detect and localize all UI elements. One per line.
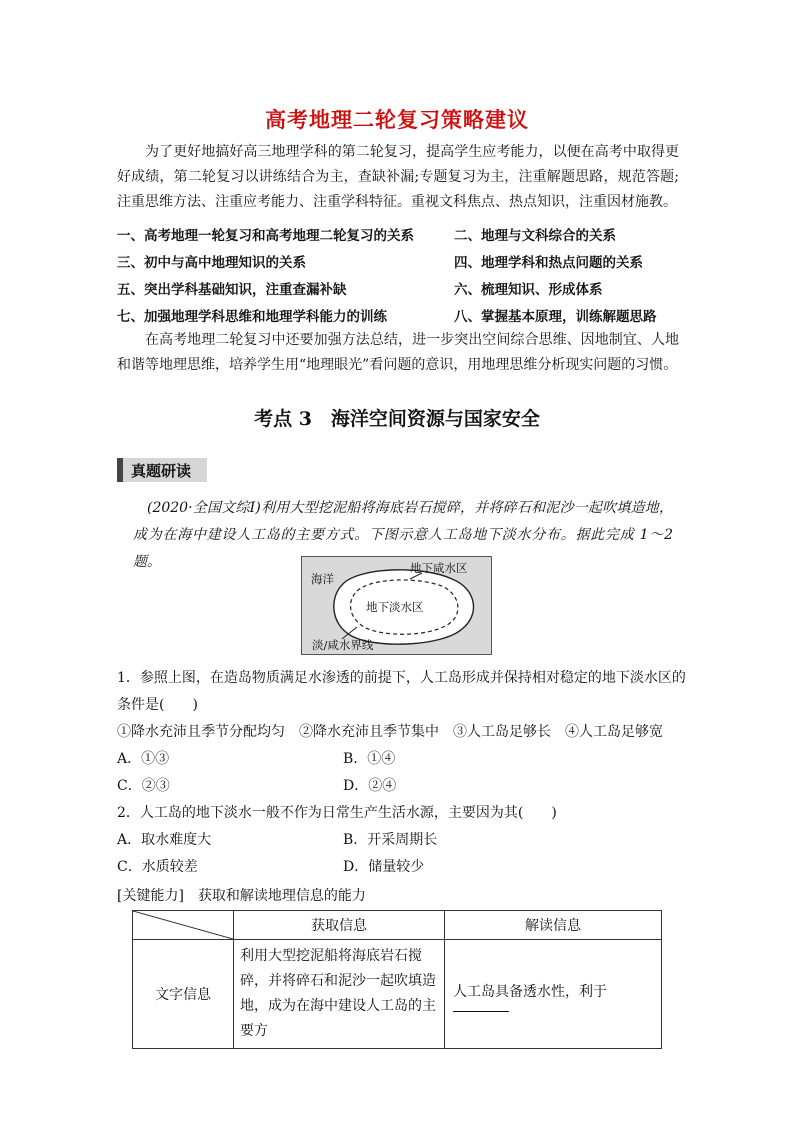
q1-option-a: A．①③ — [117, 751, 170, 767]
section-title: 考点 3 海洋空间资源与国家安全 — [254, 408, 540, 430]
outline-item-8: 八、掌握基本原理，训练解题思路 — [454, 309, 657, 325]
tag-bar — [117, 458, 123, 482]
map-label-saline: 地下咸水区 — [410, 561, 468, 575]
header-get-info: 获取信息 — [234, 911, 445, 940]
q1-option-c: C．②③ — [117, 778, 170, 794]
row-get-cell — [234, 940, 445, 1049]
info-table — [132, 910, 662, 1049]
section-tag — [117, 458, 207, 482]
q1-option-d: D．②④ — [343, 778, 397, 794]
intro-paragraph: 为了更好地搞好高三地理学科的第二轮复习，提高学生应考能力，以便在高考中取得更好成绩，第二轮复习以讲练结合为主，查缺补漏;专题复习为主，注重解题思路，规范答题;注重思维方法、注重应考能力、注重学科特征。重视文科焦点、热点知识，注重因材施教。 — [117, 144, 679, 210]
map-label-boundary: 淡/咸水界线 — [312, 638, 374, 652]
outline-item-4: 四、地理学科和热点问题的关系 — [454, 255, 643, 271]
outline-item-3: 三、初中与高中地理知识的关系 — [117, 255, 306, 271]
outline-item-1: 一、高考地理一轮复习和高考地理二轮复习的关系 — [117, 228, 414, 244]
map-label-ocean: 海洋 — [311, 572, 334, 586]
row-read-cell — [445, 940, 662, 1049]
row-get-text: 利用大型挖泥船将海底岩石搅碎，并将碎石和泥沙一起吹填造地，成为在海中建设人工岛的主要方 — [240, 948, 436, 1039]
q2-option-d: D．储量较少 — [343, 859, 425, 875]
key-ability: [关键能力] 获取和解读地理信息的能力 — [117, 888, 366, 904]
map-label-fresh: 地下淡水区 — [366, 600, 424, 614]
q1-option-b: B．①④ — [343, 751, 396, 767]
diagonal-line — [133, 911, 233, 939]
row-label: 文字信息 — [133, 940, 234, 1049]
page-title: 高考地理二轮复习策略建议 — [265, 107, 529, 132]
q2-option-b: B．开采周期长 — [343, 832, 438, 848]
outline-item-7: 七、加强地理学科思维和地理学科能力的训练 — [117, 309, 387, 325]
outline-item-6: 六、梳理知识、形成体系 — [454, 282, 603, 298]
outline-item-5: 五、突出学科基础知识，注重查漏补缺 — [117, 282, 347, 298]
diagonal-header-cell — [133, 911, 234, 940]
question-stem: (2020·全国文综Ⅰ)利用大型挖泥船将海底岩石搅碎，并将碎石和泥沙一起吹填造地，成为在海中建设人工岛的主要方式。下图示意人工岛地下淡水分布。据此完成 1～2 题。 — [133, 500, 673, 570]
q2-option-a: A．取水难度大 — [117, 832, 212, 848]
q1-stem-line2: 条件是( ) — [117, 697, 198, 713]
tag-label: 真题研读 — [131, 462, 192, 480]
closing-paragraph: 在高考地理二轮复习中还要加强方法总结，进一步突出空间综合思维、因地制宜、人地和谐等地理思维，培养学生用“地理眼光”看问题的意识，用地理思维分析现实问题的习惯。 — [117, 332, 679, 373]
outline-item-2: 二、地理与文科综合的关系 — [454, 228, 616, 244]
q2-stem: 2．人工岛的地下淡水一般不作为日常生产生活水源，主要因为其( ) — [117, 805, 557, 821]
island-diagram — [301, 556, 492, 655]
row-read-text: 人工岛具备透水性，利于 — [453, 984, 607, 1000]
q1-items: ①降水充沛且季节分配均匀 ②降水充沛且季节集中 ③人工岛足够长 ④人工岛足够宽 — [117, 724, 663, 740]
q2-option-c: C．水质较差 — [117, 859, 198, 875]
answer-blank-line — [453, 1011, 509, 1012]
q1-stem-line1: 1．参照上图，在造岛物质满足水渗透的前提下，人工岛形成并保持相对稳定的地下淡水区的 — [117, 670, 686, 686]
header-read-info: 解读信息 — [445, 911, 662, 940]
